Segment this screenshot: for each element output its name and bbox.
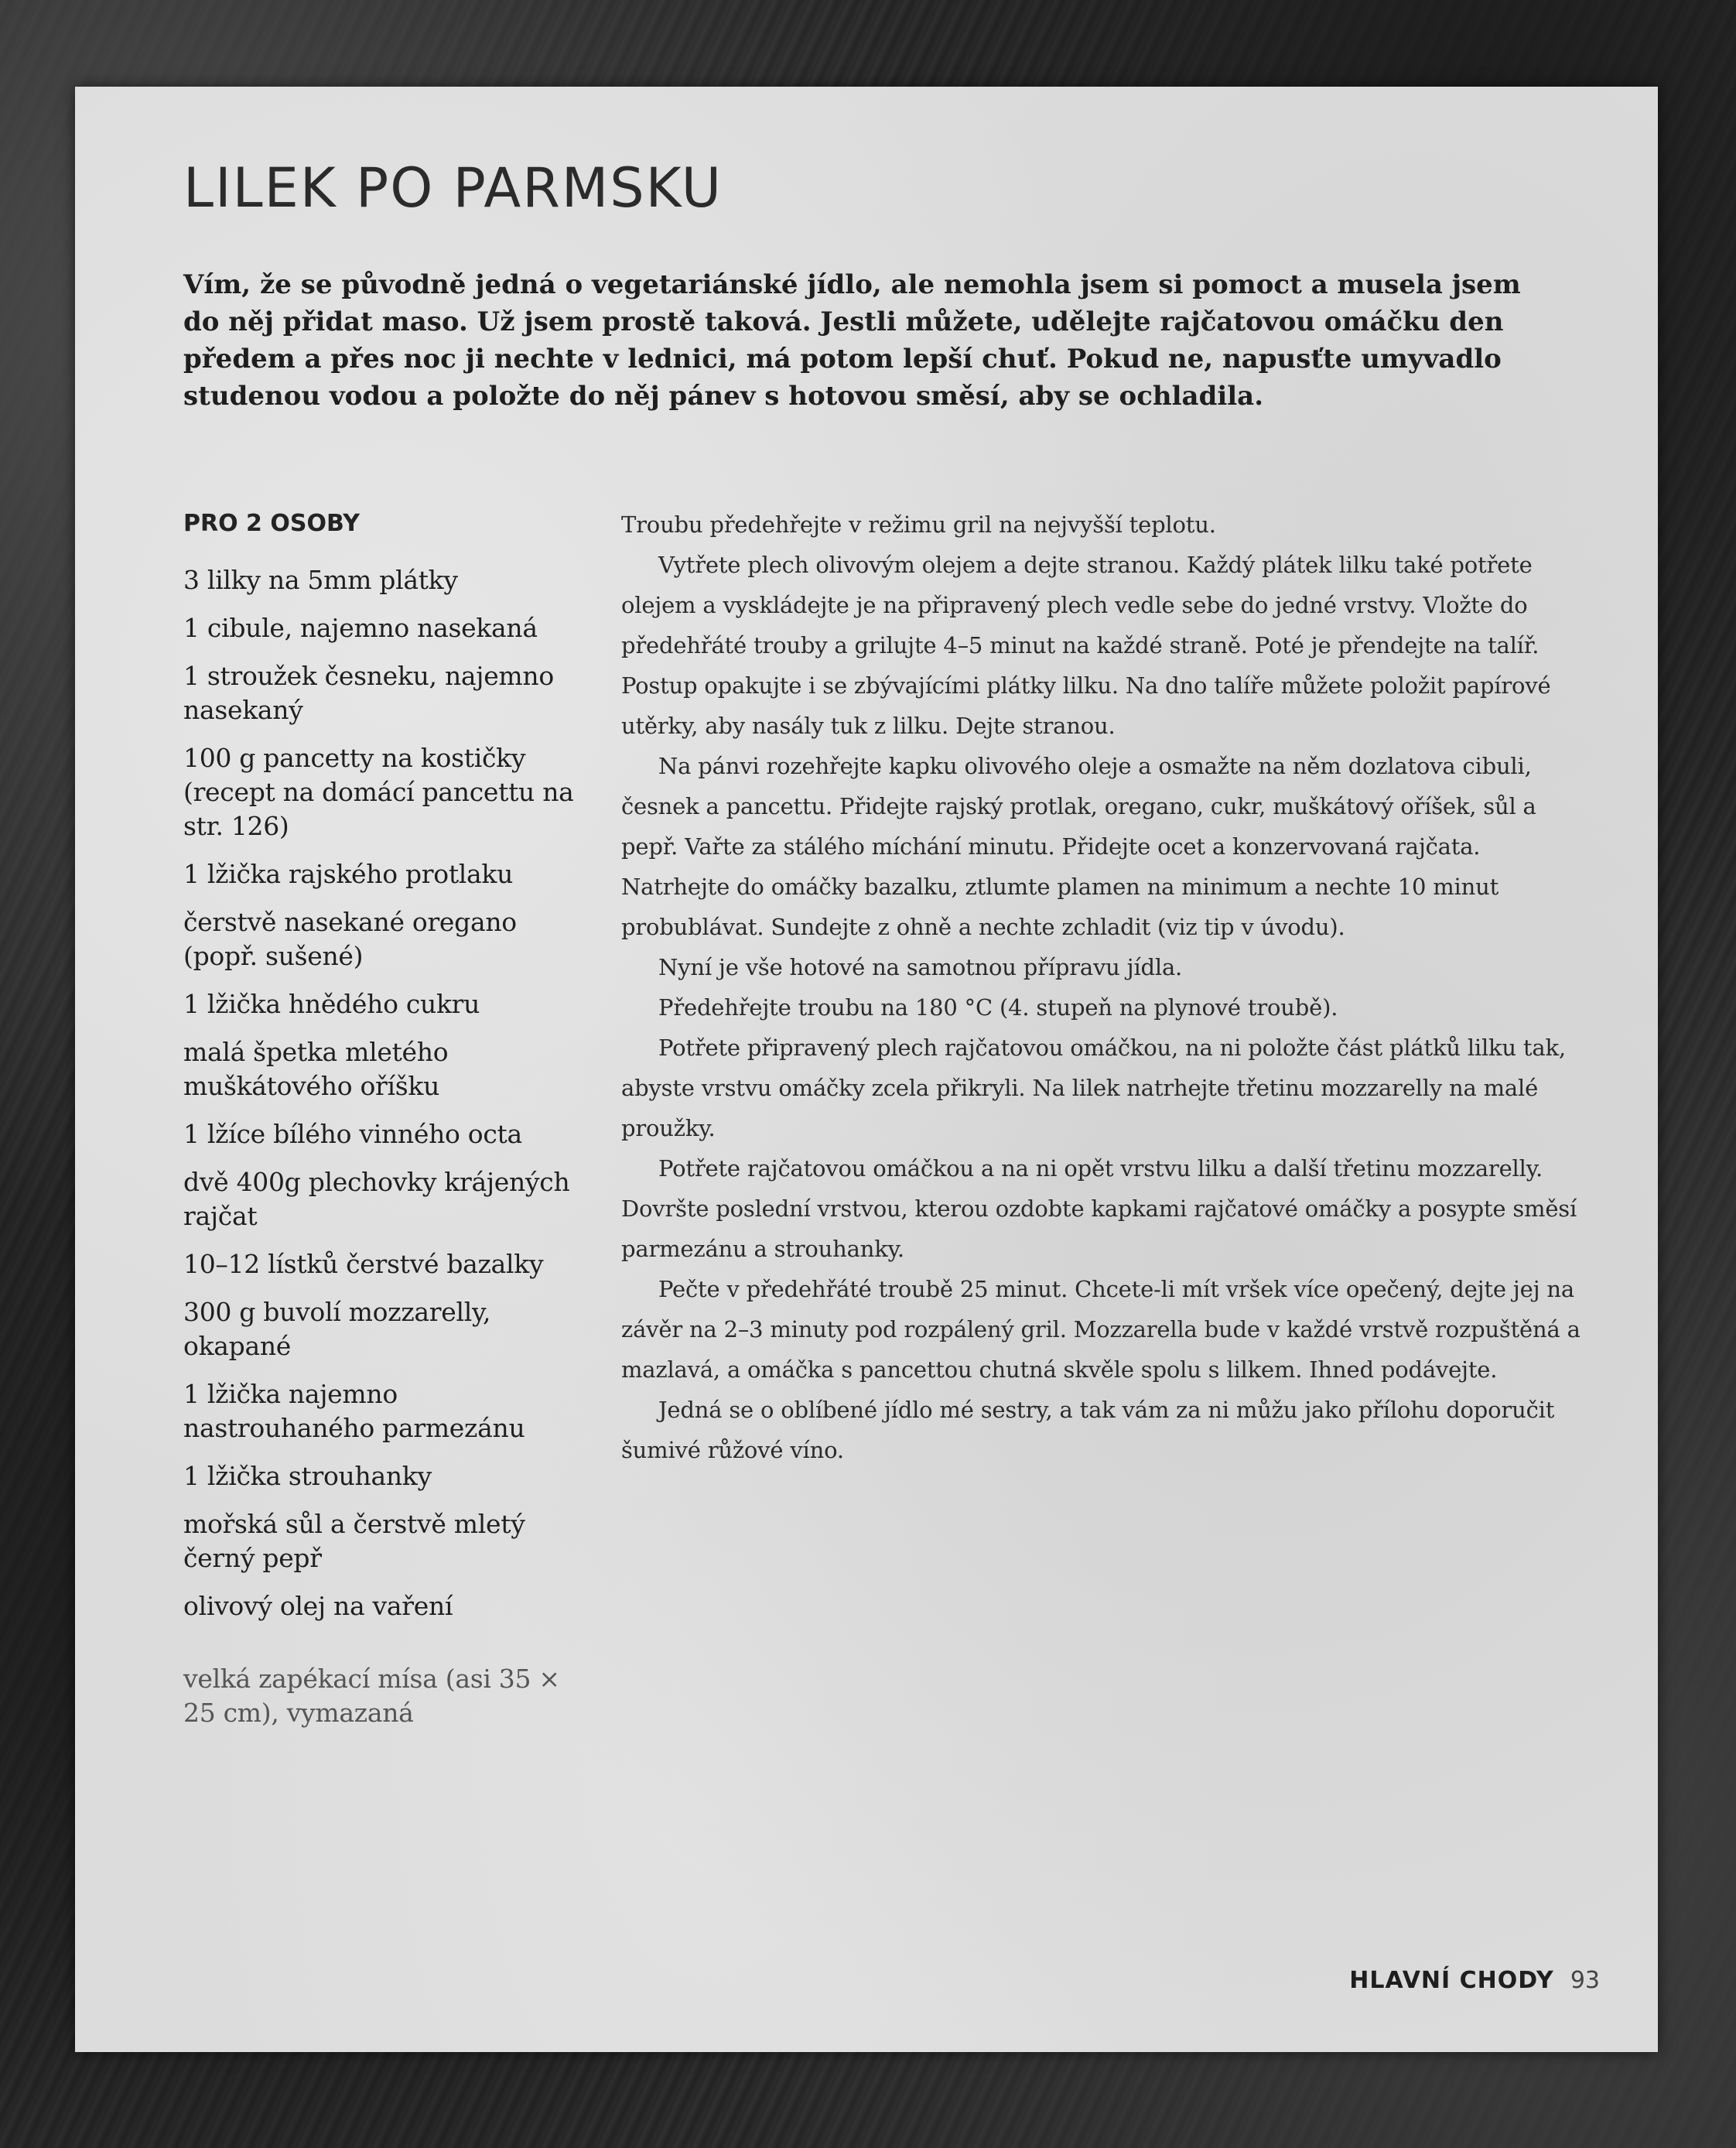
method-step: Předehřejte troubu na 180 °C (4. stupeň na plynové troubě).	[658, 994, 1338, 1021]
recipe-page	[75, 87, 1658, 2052]
ingredient-item: 1 cibule, najemno nasekaná	[183, 613, 538, 643]
ingredient-item: 1 lžíce bílého vinného octa	[183, 1119, 522, 1149]
ingredient-item: 3 lilky na 5mm plátky	[183, 565, 458, 595]
ingredient-item: malá špetka mletého muškátového oříšku	[183, 1037, 449, 1101]
ingredient-item: 1 lžička najemno nastrouhaného parmezánu	[183, 1379, 525, 1443]
ingredient-item: 1 lžička hnědého cukru	[183, 989, 480, 1019]
ingredient-item: olivový olej na vaření	[183, 1591, 453, 1621]
ingredient-item: 1 stroužek česneku, najemno nasekaný	[183, 661, 554, 725]
ingredient-item: mořská sůl a čerstvě mletý černý pepř	[183, 1509, 525, 1573]
method-step: Na pánvi rozehřejte kapku olivového oleje a osmažte na něm dozlatova cibuli, česnek a pancettu. Přidejte rajský protlak, oregano, cukr, muškátový oříšek, sůl a pepř. Vařte za stálého míchání minutu. Přidejte ocet a konzervovaná rajčata. Natrhejte do omáčky bazalku, ztlumte plamen na minimum a nechte 10 minut probublávat. Sundejte z ohně a nechte zchladit (viz tip v úvodu).	[621, 753, 1536, 940]
ingredients-column	[183, 505, 586, 1730]
equipment-note: velká zapékací mísa (asi 35 × 25 cm), vymazaná	[183, 1664, 560, 1728]
ingredient-item: 10–12 lístků čerstvé bazalky	[183, 1249, 544, 1279]
ingredient-item: 300 g buvolí mozzarelly, okapané	[183, 1297, 491, 1361]
method-step: Potřete připravený plech rajčatovou omáčkou, na ni položte část plátků lilku tak, abyste vrstvu omáčky zcela přikryli. Na lilek natrhejte třetinu mozzarelly na malé proužky.	[621, 1035, 1566, 1141]
section-name: HLAVNÍ CHODY	[1349, 1967, 1554, 1994]
page-footer	[75, 1967, 1658, 1994]
method-step: Troubu předehřejte v režimu gril na nejvyšší teplotu.	[621, 511, 1216, 538]
ingredient-list	[183, 563, 586, 1623]
method-column	[621, 505, 1588, 1470]
method-step: Vytřete plech olivovým olejem a dejte stranou. Každý plátek lilku také potřete olejem a vyskládejte je na připravený plech vedle sebe do jedné vrstvy. Vložte do předehřáté trouby a grilujte 4–5 minut na každé straně. Poté je přendejte na talíř. Postup opakujte i se zbývajícími plátky lilku. Na dno talíře můžete položit papírové utěrky, aby nasály tuk z lilku. Dejte stranou.	[621, 552, 1551, 739]
method-step: Nyní je vše hotové na samotnou přípravu jídla.	[658, 954, 1183, 980]
ingredient-item: 1 lžička strouhanky	[183, 1461, 432, 1491]
ingredient-item: čerstvě nasekané oregano (popř. sušené)	[183, 907, 517, 971]
method-step: Potřete rajčatovou omáčkou a na ni opět vrstvu lilku a další třetinu mozzarelly. Dovršte poslední vrstvou, kterou ozdobte kapkami rajčatové omáčky a posypte směsí parmezánu a strouhanky.	[621, 1155, 1577, 1262]
method-step: Pečte v předehřáté troubě 25 minut. Chcete-li mít vršek více opečený, dejte jej na závěr na 2–3 minuty pod rozpálený gril. Mozzarella bude v každé vrstvě rozpuštěná a mazlavá, a omáčka s pancettou chutná skvěle spolu s lilkem. Ihned podávejte.	[621, 1276, 1581, 1383]
ingredient-item: dvě 400g plechovky krájených rajčat	[183, 1167, 570, 1231]
page-number: 93	[1570, 1967, 1600, 1994]
recipe-intro: Vím, že se původně jedná o vegetariánské jídlo, ale nemohla jsem si pomoct a musela jsem do něj přidat maso. Už jsem prostě taková. Jestli můžete, udělejte rajčatovou omáčku den předem a přes noc ji nechte v lednici, má potom lepší chuť. Pokud ne, napusťte umyvadlo studenou vodou a položte do něj pánev s hotovou směsí, aby se ochladila.	[183, 269, 1521, 412]
servings-heading: PRO 2 OSOBY	[183, 510, 360, 537]
ingredient-item: 100 g pancetty na kostičky (recept na domácí pancettu na str. 126)	[183, 743, 574, 841]
recipe-title: LILEK PO PARMSKU	[183, 156, 723, 220]
ingredient-item: 1 lžička rajského protlaku	[183, 859, 514, 889]
method-step: Jedná se o oblíbené jídlo mé sestry, a tak vám za ni můžu jako přílohu doporučit šumivé růžové víno.	[621, 1397, 1555, 1463]
